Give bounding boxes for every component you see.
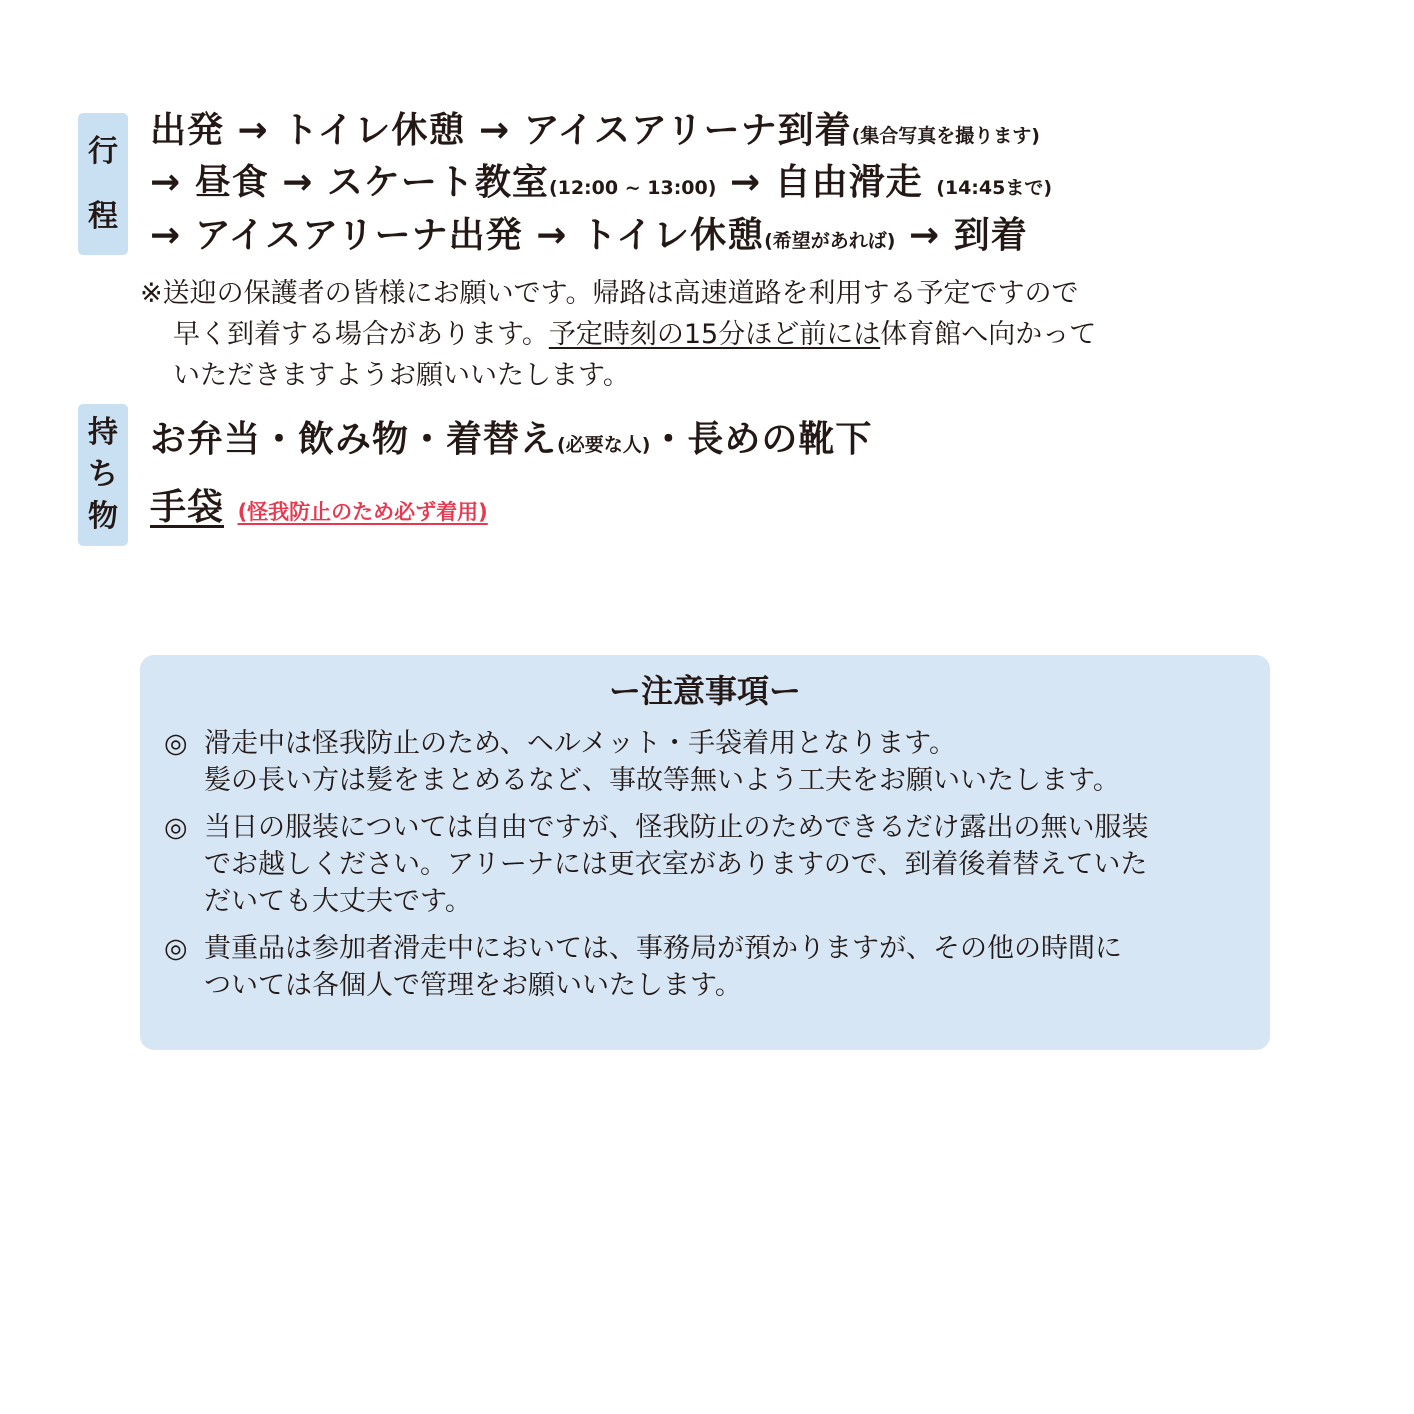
guardian-notice-line-3: いただきますようお願いいたします。 [173,360,630,391]
schedule-line-2-note: (14:45まで) [936,177,1053,199]
items-tag-char-1: 持 [88,415,118,450]
schedule-tag [78,113,128,255]
items-line-2 [150,487,488,528]
items-line-1a: お弁当・飲み物・着替え [150,419,558,460]
guardian-notice-underlined: 予定時刻の15分ほど前には [548,319,881,350]
items-tag-char-3: 物 [88,499,118,534]
double-circle-icon: ◎ [164,933,188,964]
cautions-title: ー注意事項ー [608,672,801,710]
caution-2-line-1: 当日の服装については自由ですが、怪我防止のためできるだけ露出の無い服装 [204,812,1149,843]
double-circle-icon: ◎ [164,728,188,759]
items-tag-char-2: ち [88,457,118,492]
cautions-list [164,725,1244,1014]
caution-1-line-1: 滑走中は怪我防止のため、ヘルメット・手袋着用となります。 [204,728,956,759]
caution-item [164,930,1244,1004]
schedule-line-3-a: → アイスアリーナ出発 → トイレ休憩 [150,215,765,256]
items-line-1b: ・長めの靴下 [650,419,873,460]
schedule-line-2-time: (12:00 ~ 13:00) [548,177,717,199]
caution-2-line-2: でお越しください。アリーナには更衣室がありますので、到着後着替えていた [204,849,1148,880]
caution-1-line-2: 髪の長い方は髪をまとめるなど、事故等無いよう工夫をお願いいたします。 [204,765,1120,796]
schedule-line-1-note: (集合写真を撮ります) [851,125,1040,147]
caution-item [164,725,1244,799]
cautions-box [140,655,1270,1050]
guardian-notice-line-2b: 体育館へ向かって [880,319,1097,350]
schedule-line-2-a: → 昼食 → スケート教室 [150,162,549,203]
guardian-notice-line-1: ※送迎の保護者の皆様にお願いです。帰路は高速道路を利用する予定ですので [140,278,1079,309]
caution-text [204,809,1148,920]
schedule-tag-char-2: 程 [88,198,118,234]
schedule-line-1-main: 出発 → トイレ休憩 → アイスアリーナ到着 [150,110,852,151]
schedule-line-2 [150,162,1053,203]
items-line-1-note: (必要な人) [557,434,651,456]
guardian-notice-line-2 [140,314,1250,355]
items-line-1 [150,419,873,460]
schedule-line-2-b: → 自由滑走 [716,162,937,203]
schedule-line-1 [150,110,1040,151]
guardian-notice [140,273,1250,396]
caution-2-line-3: だいても大丈夫です。 [204,886,472,917]
caution-text [204,725,1120,799]
schedule-line-3-b: → 到着 [895,215,1028,256]
schedule-line-3 [150,215,1028,256]
double-circle-icon: ◎ [164,812,188,843]
schedule-tag-char-1: 行 [88,133,118,169]
guardian-notice-line-2a: 早く到着する場合があります。 [173,319,549,350]
items-gloves-note: (怪我防止のため必ず着用) [237,500,488,524]
items-gloves: 手袋 [150,487,225,528]
caution-3-line-1: 貴重品は参加者滑走中においては、事務局が預かりますが、その他の時間に [204,933,1122,964]
caution-text [204,930,1122,1004]
caution-item [164,809,1244,920]
caution-3-line-2: ついては各個人で管理をお願いいたします。 [204,970,742,1001]
items-tag [78,404,128,546]
schedule-line-3-note: (希望があれば) [764,230,896,252]
